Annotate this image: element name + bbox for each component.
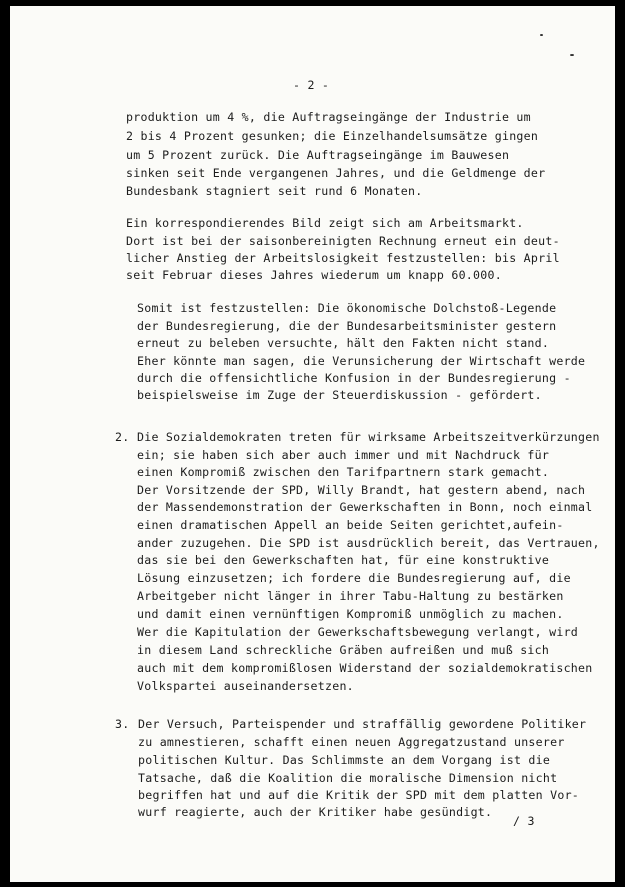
paragraph-3-line: Eher könnte man sagen, die Verunsicherung der Wirtschaft werde bbox=[137, 354, 586, 368]
item-2-line: Die Sozialdemokraten treten für wirksame Arbeitszeitverkürzungen bbox=[137, 430, 600, 444]
paragraph-1-line: um 5 Prozent zurück. Die Auftragseingänge im Bauwesen bbox=[126, 148, 510, 162]
item-2-line: Volkspartei auseinandersetzen. bbox=[137, 679, 354, 693]
item-2-line: das sie bei den Gewerkschaften hat, für eine konstruktive bbox=[137, 553, 550, 567]
item-2-line: der Massendemonstration der Gewerkschaften in Bonn, noch einmal bbox=[137, 500, 593, 514]
paragraph-1-line: sinken seit Ende vergangenen Jahres, und die Geldmenge der bbox=[126, 166, 546, 180]
paragraph-2-line: Dort ist bei der saisonbereinigten Rechnung erneut ein deut- bbox=[126, 234, 560, 248]
continuation-mark: / 3 bbox=[513, 814, 535, 828]
item-2-line: Wer die Kapitulation der Gewerkschaftsbewegung verlangt, wird bbox=[137, 625, 579, 639]
item-3-line: politischen Kultur. Das Schlimmste an dem Vorgang ist die bbox=[138, 753, 551, 767]
item-3-line: begriffen hat und auf die Kritik der SPD mit dem platten Vor- bbox=[138, 788, 580, 802]
paragraph-2-line: Ein korrespondierendes Bild zeigt sich am Arbeitsmarkt. bbox=[126, 216, 524, 230]
paragraph-3-line: durch die offensichtliche Konfusion in der Bundesregierung - bbox=[137, 371, 571, 385]
item-2-line: Der Vorsitzende der SPD, Willy Brandt, hat gestern abend, nach bbox=[137, 483, 586, 497]
scan-speck bbox=[570, 54, 574, 56]
item-3-number: 3. bbox=[115, 717, 130, 731]
paragraph-1-line: Bundesbank stagniert seit rund 6 Monaten. bbox=[126, 184, 423, 198]
scan-speck bbox=[540, 34, 543, 36]
item-2-line: Arbeitgeber nicht länger in ihrer Tabu-Haltung zu bestärken bbox=[137, 589, 564, 603]
item-2-line: und damit einen vernünftigen Kompromiß unmöglich zu machen. bbox=[137, 607, 564, 621]
paragraph-3-line: beispielsweise im Zuge der Steuerdiskussion - gefördert. bbox=[137, 388, 542, 402]
document-page bbox=[10, 6, 615, 882]
paragraph-2-line: seit Februar dieses Jahres wiederum um knapp 60.000. bbox=[126, 268, 502, 282]
paragraph-3-line: erneut zu beleben versuchte, hält den Fakten nicht stand. bbox=[137, 336, 550, 350]
paragraph-1-line: produktion um 4 %, die Auftragseingänge der Industrie um bbox=[126, 110, 531, 124]
item-2-line: einen dramatischen Appell an beide Seiten gerichtet,aufein- bbox=[137, 518, 564, 532]
item-2-line: ander zuzugehen. Die SPD ist ausdrücklich bereit, das Vertrauen, bbox=[137, 536, 600, 550]
page-number: - 2 - bbox=[293, 78, 330, 92]
item-2-line: ein; sie haben sich aber auch immer und mit Nachdruck für bbox=[137, 448, 550, 462]
item-3-line: Tatsache, daß die Koalition die moralische Dimension nicht bbox=[138, 771, 558, 785]
paragraph-3-line: Somit ist festzustellen: Die ökonomische Dolchstoß-Legende bbox=[137, 301, 557, 315]
item-2-line: auch mit dem kompromißlosen Widerstand der sozialdemokratischen bbox=[137, 661, 593, 675]
item-2-line: einen Kompromiß zwischen den Tarifpartnern stark gemacht. bbox=[137, 465, 550, 479]
item-3-line: zu amnestieren, schafft einen neuen Aggregatzustand unserer bbox=[138, 735, 565, 749]
item-3-line: wurf reagierte, auch der Kritiker habe gesündigt. bbox=[138, 805, 493, 819]
item-2-line: in diesem Land schreckliche Gräben aufreißen und muß sich bbox=[137, 643, 550, 657]
paragraph-1-line: 2 bis 4 Prozent gesunken; die Einzelhandelsumsätze gingen bbox=[126, 129, 539, 143]
item-3-line: Der Versuch, Parteispender und straffällig gewordene Politiker bbox=[138, 717, 587, 731]
item-2-line: Lösung einzusetzen; ich fordere die Bundesregierung auf, die bbox=[137, 571, 571, 585]
paragraph-2-line: licher Anstieg der Arbeitslosigkeit festzustellen: bis April bbox=[126, 251, 560, 265]
item-2-number: 2. bbox=[115, 430, 130, 444]
paragraph-3-line: der Bundesregierung, die der Bundesarbeitsminister gestern bbox=[137, 319, 557, 333]
